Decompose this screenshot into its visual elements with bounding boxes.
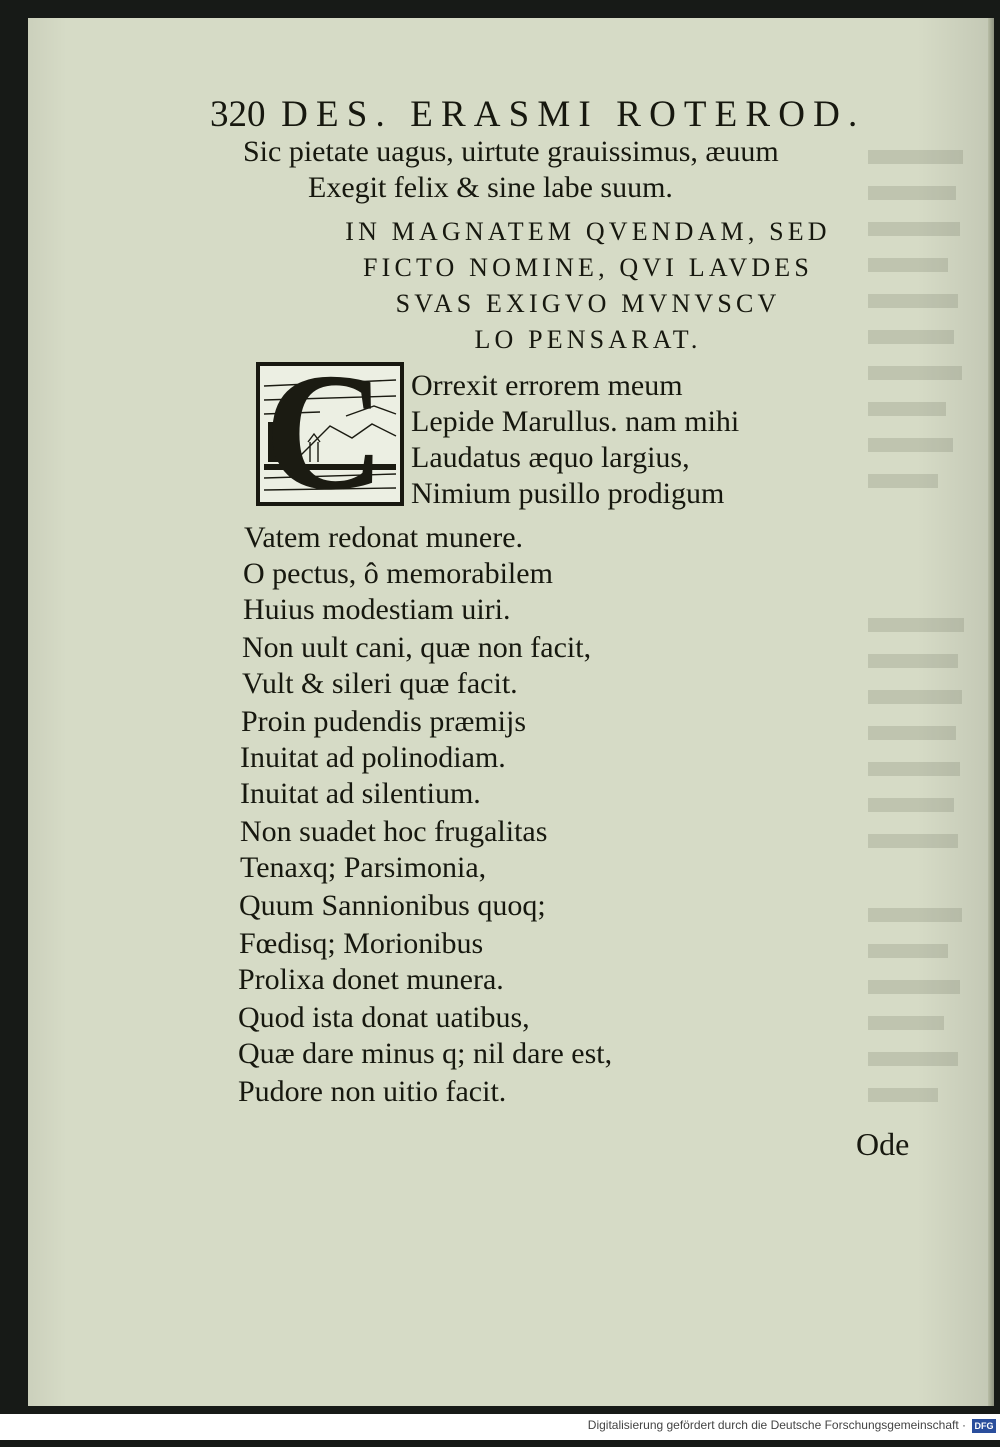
verse-line: Vatem redonat munere. — [244, 521, 524, 554]
verse-line: Non suadet hoc frugalitas — [240, 815, 548, 848]
verse-line: Inuitat ad silentium. — [240, 777, 481, 810]
page-edge — [988, 18, 994, 1406]
catchword: Ode — [856, 1126, 910, 1162]
verse-line: Vult & sileri quæ facit. — [242, 667, 518, 700]
verse-line: O pectus, ô memorabilem — [243, 557, 553, 590]
poem-title-line-1: IN MAGNATEM QVENDAM, SED — [345, 217, 831, 246]
initial-line-1: Orrexit errorem meum — [411, 369, 683, 402]
poem-title-line-2: FICTO NOMINE, QVI LAVDES — [363, 253, 813, 282]
verse-line: Pudore non uitio facit. — [238, 1075, 507, 1108]
footer-bar — [0, 1414, 1000, 1440]
initial-line-2: Lepide Marullus. nam mihi — [411, 405, 740, 438]
page-number: 320 — [210, 94, 266, 135]
initial-letter: C — [264, 339, 386, 525]
opening-line-2: Exegit felix & sine labe suum. — [308, 171, 673, 204]
verse-line: Inuitat ad polinodiam. — [240, 741, 506, 774]
footer-credit: Digitalisierung gefördert durch die Deutsche Forschungsgemeinschaft · — [587, 1418, 966, 1432]
verse-line: Huius modestiam uiri. — [243, 593, 511, 626]
verse-line: Prolixa donet munera. — [238, 963, 504, 996]
verse-line: Quod ista donat uatibus, — [238, 1001, 530, 1034]
verse-line: Non uult cani, quæ non facit, — [242, 631, 592, 664]
book-page — [28, 18, 994, 1406]
verse-line: Quæ dare minus q; nil dare est, — [238, 1037, 613, 1070]
dfg-logo-icon: DFG — [972, 1419, 996, 1433]
running-header — [210, 90, 950, 140]
poem-title-line-3: SVAS EXIGVO MVNVSCV — [395, 289, 781, 318]
initial-line-4: Nimium pusillo prodigum — [411, 477, 725, 510]
poem-title-line-4: LO PENSARAT. — [474, 325, 702, 354]
decorated-initial — [256, 339, 404, 525]
opening-line-1: Sic pietate uagus, uirtute grauissimus, æuum — [243, 135, 779, 168]
running-title: DES. ERASMI ROTEROD. — [281, 94, 866, 135]
verse-line: Proin pudendis præmijs — [241, 705, 527, 738]
verse-line: Fœdisq; Morionibus — [239, 927, 484, 960]
initial-line-3: Laudatus æquo largius, — [411, 441, 690, 474]
verse-line: Tenaxq; Parsimonia, — [240, 851, 487, 884]
verse-line: Quum Sannionibus quoq; — [239, 889, 546, 922]
